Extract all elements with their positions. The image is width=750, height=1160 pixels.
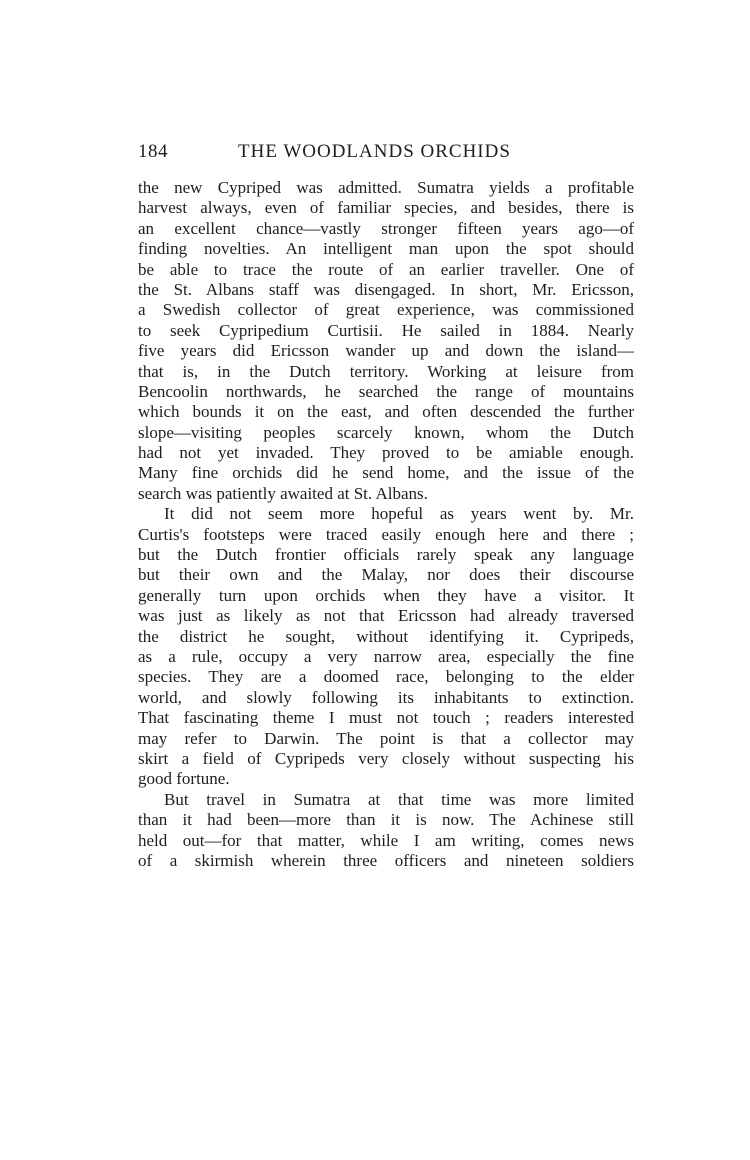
- text-line: It did not seem more hopeful as years went by. Mr.: [164, 504, 634, 524]
- text-line: Many fine orchids did he send home, and the issue of the: [138, 463, 634, 483]
- text-line: as a rule, occupy a very narrow area, especially the fine: [138, 646, 634, 666]
- text-line: the new Cypriped was admitted. Sumatra yields a profitable: [138, 178, 634, 197]
- text-line: held out—for that matter, while I am writing, comes news: [138, 830, 634, 850]
- text-line: good fortune.: [138, 769, 230, 789]
- text-line: was just as likely as not that Ericsson had already traversed: [138, 606, 634, 626]
- text-line: than it had been—more than it is now. The Achinese still: [138, 810, 634, 830]
- text-line: world, and slowly following its inhabitants to extinction.: [138, 687, 634, 707]
- paragraph: [138, 504, 634, 789]
- text-line: that is, in the Dutch territory. Working at leisure from: [138, 361, 634, 381]
- text-line: but the Dutch frontier officials rarely speak any language: [138, 545, 634, 565]
- text-line: the St. Albans staff was disengaged. In short, Mr. Ericsson,: [138, 279, 634, 299]
- text-line: the district he sought, without identifying it. Cypripeds,: [138, 626, 634, 646]
- text-line: But travel in Sumatra at that time was more limited: [164, 789, 634, 809]
- paragraph: [138, 178, 634, 504]
- text-line: skirt a field of Cypripeds very closely without suspecting his: [138, 748, 634, 768]
- text-line: harvest always, even of familiar species, and besides, there is: [138, 198, 634, 218]
- text-line: Curtis's footsteps were traced easily enough here and there ;: [138, 524, 634, 544]
- text-line: species. They are a doomed race, belonging to the elder: [138, 667, 634, 687]
- paragraph: [138, 790, 634, 872]
- text-line: five years did Ericsson wander up and down the island—: [138, 341, 634, 361]
- text-line: be able to trace the route of an earlier traveller. One of: [138, 259, 634, 279]
- text-line: finding novelties. An intelligent man upon the spot should: [138, 239, 634, 259]
- text-line: to seek Cypripedium Curtisii. He sailed in 1884. Nearly: [138, 320, 634, 340]
- text-line: search was patiently awaited at St. Albans.: [138, 483, 428, 503]
- text-line: Bencoolin northwards, he searched the range of mountains: [138, 381, 634, 401]
- page-number: 184: [138, 141, 168, 162]
- text-line: a Swedish collector of great experience, was commissioned: [138, 300, 634, 320]
- text-line: generally turn upon orchids when they have a visitor. It: [138, 585, 634, 605]
- text-line: That fascinating theme I must not touch ; readers interested: [138, 708, 634, 728]
- text-line: which bounds it on the east, and often descended the further: [138, 402, 634, 422]
- text-line: an excellent chance—vastly stronger fifteen years ago—of: [138, 218, 634, 238]
- text-line: may refer to Darwin. The point is that a collector may: [138, 728, 634, 748]
- text-line: had not yet invaded. They proved to be amiable enough.: [138, 443, 634, 463]
- text-line: of a skirmish wherein three officers and nineteen soldiers: [138, 850, 634, 870]
- running-title: THE WOODLANDS ORCHIDS: [238, 141, 511, 162]
- text-line: slope—visiting peoples scarcely known, whom the Dutch: [138, 422, 634, 442]
- running-head: [138, 141, 634, 167]
- body-text: [138, 178, 634, 871]
- text-line: but their own and the Malay, nor does their discourse: [138, 565, 634, 585]
